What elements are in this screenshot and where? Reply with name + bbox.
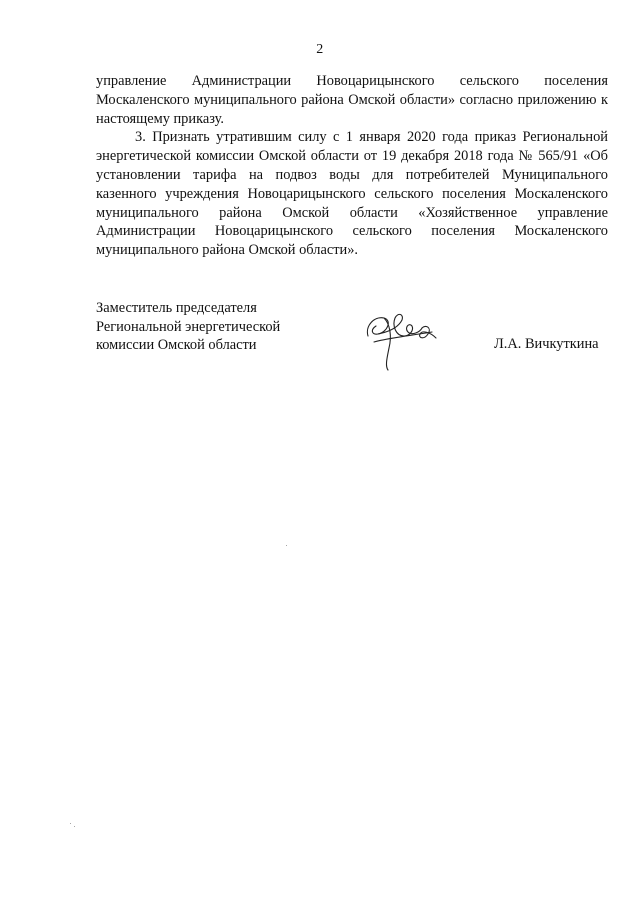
scan-speck	[286, 545, 287, 546]
signatory-title-line: Региональной энергетической	[96, 318, 281, 335]
paragraph-continuation: управление Администрации Новоцарицынского сельского поселения Москаленского муниципального района Омской области» согласно приложению к настоящему приказу.	[96, 73, 608, 127]
signatory-title-line: Заместитель председателя	[96, 300, 257, 316]
scan-speck	[70, 823, 71, 824]
signatory-title-line: комиссии Омской области	[96, 337, 257, 353]
handwritten-signature	[362, 302, 444, 374]
page-number: 2	[316, 42, 324, 57]
signatory-name: Л.А. Вичкуткина	[494, 336, 599, 352]
signatory-title	[96, 299, 280, 355]
paragraph-item-3: 3. Признать утратившим силу с 1 января 2020 года приказ Региональной энергетической комиссии Омской области от 19 декабря 2018 года № 565/91 «Об установлении тарифа на подвоз воды для потребителей Муниципального казенного учреждения Новоцарицынского сельского поселения Москаленского муниципального района Омской области «Хозяйственное управление Администрации Новоцарицынского сельского поселения Москаленского муниципального района Омской области».	[96, 129, 608, 259]
scan-speck	[74, 826, 75, 827]
document-body	[96, 72, 608, 260]
